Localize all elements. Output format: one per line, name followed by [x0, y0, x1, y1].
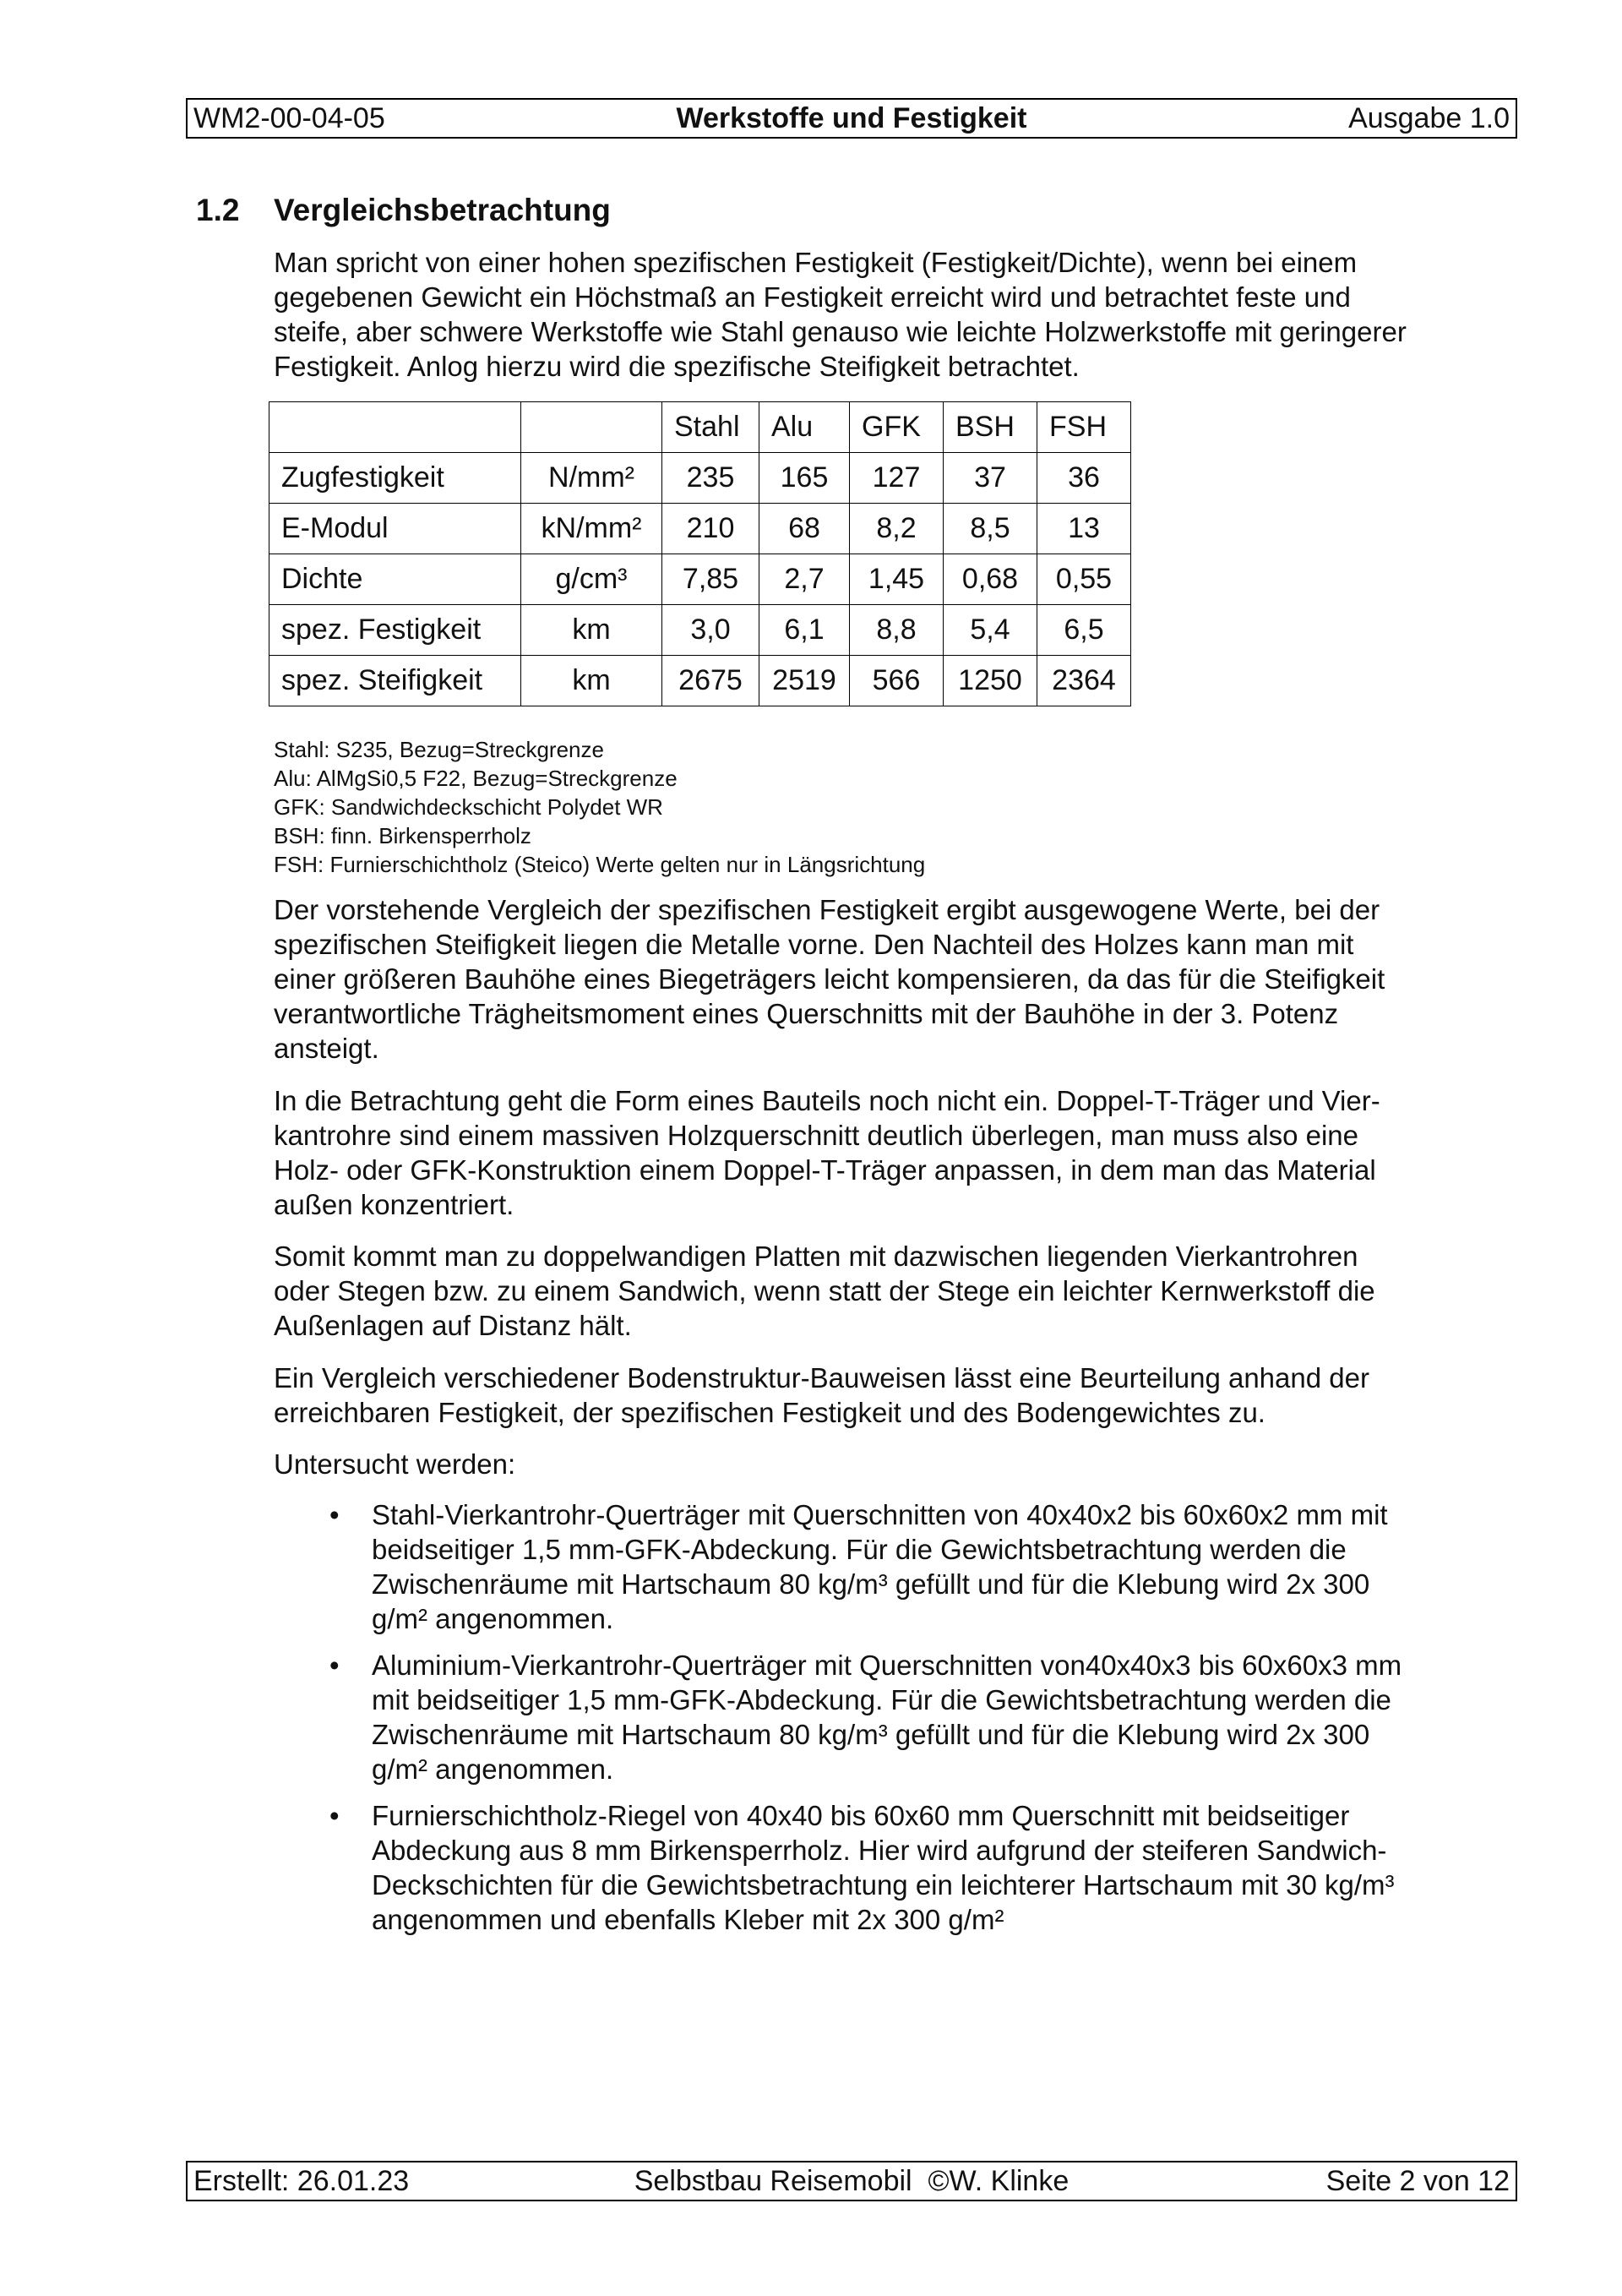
table-cell: 8,2 — [850, 504, 944, 554]
text-line: In die Betrachtung geht die Form eines Bauteils noch nicht ein. Doppel-T-Träger und Vier- — [274, 1085, 1380, 1116]
page-footer — [186, 2161, 1517, 2201]
table-cell: 2519 — [759, 656, 850, 706]
table-cell: km — [521, 656, 662, 706]
paragraph-sandwich — [274, 1239, 1516, 1343]
table-cell — [521, 402, 662, 453]
doc-title: Werkstoffe und Festigkeit — [676, 101, 1027, 134]
note-line: BSH: finn. Birkensperrholz — [274, 823, 531, 848]
text-line: kantrohre sind einem massiven Holzquerschnitt deutlich überlegen, man muss also eine — [274, 1120, 1359, 1151]
note-line: Alu: AlMgSi0,5 F22, Bezug=Streckgrenze — [274, 766, 678, 791]
text-line: Stahl-Vierkantrohr-Querträger mit Querschnitten von 40x40x2 bis 60x60x2 mm mit — [372, 1499, 1388, 1530]
table-cell: 566 — [850, 656, 944, 706]
paragraph-floor-comparison — [274, 1361, 1516, 1430]
table-row — [269, 554, 1131, 605]
page-header — [186, 98, 1517, 139]
table-cell: km — [521, 605, 662, 656]
text-line: verantwortliche Trägheitsmoment eines Querschnitts mit der Bauhöhe in der 3. Potenz — [274, 998, 1339, 1029]
text-line: Aluminium-Vierkantrohr-Querträger mit Querschnitten von40x40x3 bis 60x60x3 mm — [372, 1650, 1402, 1681]
table-row — [269, 453, 1131, 504]
text-line: Holz- oder GFK-Konstruktion einem Doppel-T-Träger anpassen, in dem man das Material — [274, 1154, 1376, 1186]
text-line: einer größeren Bauhöhe eines Biegeträgers leicht kompensieren, da das für die Steifigkeit — [274, 963, 1385, 995]
bullet-icon: • — [329, 1800, 340, 1831]
text-line: erreichbaren Festigkeit, der spezifischen Festigkeit und des Bodengewichtes zu. — [274, 1397, 1265, 1428]
text-line: beidseitiger 1,5 mm-GFK-Abdeckung. Für die Gewichtsbetrachtung werden die — [372, 1534, 1347, 1565]
table-cell: 235 — [662, 453, 759, 504]
text-line: oder Stegen bzw. zu einem Sandwich, wenn statt der Stege ein leichter Kernwerkstoff die — [274, 1275, 1375, 1306]
table-cell: 37 — [944, 453, 1037, 504]
table-cell: 127 — [850, 453, 944, 504]
table-cell: 1250 — [944, 656, 1037, 706]
text-line: g/m² angenommen. — [372, 1753, 614, 1785]
table-row — [269, 605, 1131, 656]
table-cell: 6,1 — [759, 605, 850, 656]
text-line: Deckschichten für die Gewichtsbetrachtung ein leichterer Hartschaum mit 30 kg/m³ — [372, 1869, 1395, 1901]
table-cell — [269, 402, 521, 453]
text-line: Furnierschichtholz-Riegel von 40x40 bis 60x60 mm Querschnitt mit beidseitiger — [372, 1800, 1350, 1831]
table-cell: spez. Steifigkeit — [269, 656, 521, 706]
page-number: Seite 2 von 12 — [1325, 2164, 1510, 2197]
text-line: g/m² angenommen. — [372, 1603, 614, 1634]
table-cell: 2364 — [1037, 656, 1131, 706]
note-line: FSH: Furnierschichtholz (Steico) Werte gelten nur in Längsrichtung — [274, 852, 926, 877]
section-heading — [196, 193, 611, 228]
text-line: Abdeckung aus 8 mm Birkensperrholz. Hier wird aufgrund der steiferen Sandwich- — [372, 1835, 1387, 1866]
footer-author: Selbstbau Reisemobil ©W. Klinke — [634, 2164, 1070, 2197]
table-header-stahl: Stahl — [662, 402, 759, 453]
text-line: angenommen und ebenfalls Kleber mit 2x 300 g/m² — [372, 1904, 1004, 1935]
text-line: Somit kommt man zu doppelwandigen Platten mit dazwischen liegenden Vierkantrohren — [274, 1241, 1358, 1272]
table-cell: spez. Festigkeit — [269, 605, 521, 656]
text-line: gegebenen Gewicht ein Höchstmaß an Festigkeit erreicht wird und betrachtet feste und — [274, 281, 1351, 313]
table-cell: 165 — [759, 453, 850, 504]
list-item — [274, 1648, 1524, 1786]
table-cell: 13 — [1037, 504, 1131, 554]
bullet-list — [274, 1497, 1524, 1949]
text-line: Ein Vergleich verschiedener Bodenstruktur-Bauweisen lässt eine Beurteilung anhand der — [274, 1362, 1369, 1393]
table-cell: 8,5 — [944, 504, 1037, 554]
table-cell: 36 — [1037, 453, 1131, 504]
bullet-icon: • — [329, 1499, 340, 1530]
comparison-table — [269, 401, 1131, 706]
table-cell: E-Modul — [269, 504, 521, 554]
table-cell: N/mm² — [521, 453, 662, 504]
paragraph-comparison — [274, 892, 1516, 1066]
note-line: GFK: Sandwichdeckschicht Polydet WR — [274, 794, 663, 820]
table-row — [269, 504, 1131, 554]
text-line: Außenlagen auf Distanz hält. — [274, 1310, 632, 1341]
table-row — [269, 656, 1131, 706]
table-cell: 0,68 — [944, 554, 1037, 605]
table-header-bsh: BSH — [944, 402, 1037, 453]
table-cell: 68 — [759, 504, 850, 554]
table-cell: 2,7 — [759, 554, 850, 605]
table-cell: kN/mm² — [521, 504, 662, 554]
bullet-icon: • — [329, 1650, 340, 1681]
table-cell: 2675 — [662, 656, 759, 706]
table-cell: 7,85 — [662, 554, 759, 605]
doc-edition: Ausgabe 1.0 — [1348, 101, 1510, 134]
list-item — [274, 1798, 1524, 1937]
table-cell: 1,45 — [850, 554, 944, 605]
table-header-gfk: GFK — [850, 402, 944, 453]
created-date: Erstellt: 26.01.23 — [193, 2164, 410, 2197]
text-line: Man spricht von einer hohen spezifischen Festigkeit (Festigkeit/Dichte), wenn bei einem — [274, 247, 1358, 278]
intro-paragraph — [274, 245, 1516, 384]
paragraph-shape — [274, 1083, 1516, 1222]
text-line: spezifischen Steifigkeit liegen die Metalle vorne. Den Nachteil des Holzes kann man mit — [274, 929, 1354, 960]
table-cell: 210 — [662, 504, 759, 554]
text-line: steife, aber schwere Werkstoffe wie Stahl genauso wie leichte Holzwerkstoffe mit geringerer — [274, 316, 1407, 347]
doc-id: WM2-00-04-05 — [193, 101, 385, 134]
text-line: Zwischenräume mit Hartschaum 80 kg/m³ gefüllt und für die Klebung wird 2x 300 — [372, 1719, 1370, 1750]
table-header-row — [269, 402, 1131, 453]
examined-label: Untersucht werden: — [274, 1448, 516, 1480]
text-line: Festigkeit. Anlog hierzu wird die spezifische Steifigkeit betrachtet. — [274, 351, 1080, 382]
section-number: 1.2 — [196, 193, 240, 227]
table-notes — [274, 735, 925, 879]
table-cell: 3,0 — [662, 605, 759, 656]
text-line: Der vorstehende Vergleich der spezifischen Festigkeit ergibt ausgewogene Werte, bei der — [274, 894, 1380, 925]
section-title: Vergleichsbetrachtung — [274, 193, 611, 227]
table-header-alu: Alu — [759, 402, 850, 453]
text-line: Zwischenräume mit Hartschaum 80 kg/m³ gefüllt und für die Klebung wird 2x 300 — [372, 1568, 1370, 1600]
table-cell: Zugfestigkeit — [269, 453, 521, 504]
table-cell: 0,55 — [1037, 554, 1131, 605]
note-line: Stahl: S235, Bezug=Streckgrenze — [274, 737, 604, 762]
table-cell: 5,4 — [944, 605, 1037, 656]
text-line: ansteigt. — [274, 1033, 379, 1064]
text-line: außen konzentriert. — [274, 1189, 514, 1220]
text-line: mit beidseitiger 1,5 mm-GFK-Abdeckung. Für die Gewichtsbetrachtung werden die — [372, 1684, 1391, 1715]
table-cell: 8,8 — [850, 605, 944, 656]
table-header-fsh: FSH — [1037, 402, 1131, 453]
table-cell: 6,5 — [1037, 605, 1131, 656]
table-cell: g/cm³ — [521, 554, 662, 605]
table-cell: Dichte — [269, 554, 521, 605]
list-item — [274, 1497, 1524, 1636]
